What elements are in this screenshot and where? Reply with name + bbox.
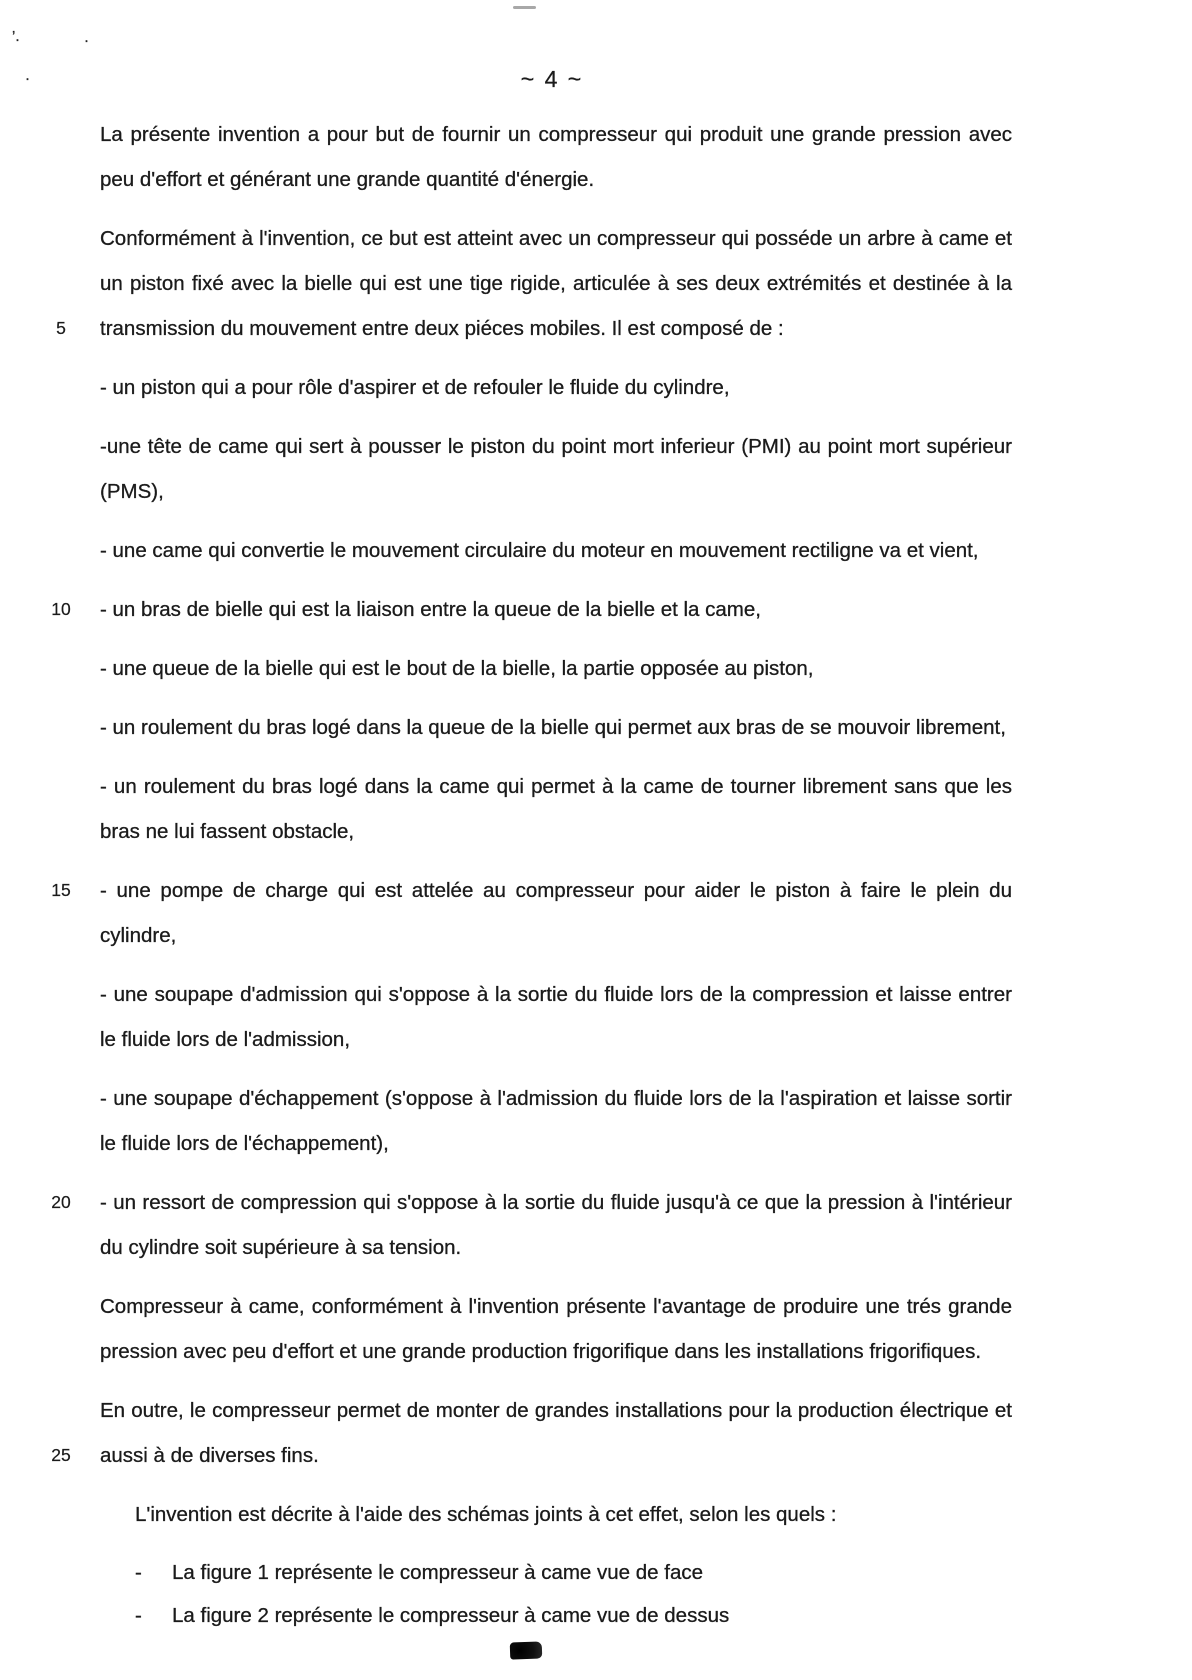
page-number: ~ 4 ~ — [520, 66, 584, 92]
list-dash: - — [135, 1604, 142, 1627]
paragraph — [56, 216, 1012, 351]
paragraph-text: - une soupape d'admission qui s'oppose à la sortie du fluide lors de la compression et laisse entrer le fluide lors de l'admission, — [100, 983, 1012, 1051]
list-item-paragraph — [51, 868, 1012, 958]
paragraph — [100, 112, 1012, 202]
paragraph-text: Compresseur à came, conformément à l'invention présente l'avantage de produire une trés grande pression avec peu d'effort et une grande production frigorifique dans les installations frigorifiques. — [100, 1295, 1012, 1363]
list-item-paragraph — [100, 764, 1012, 854]
list-item-paragraph — [100, 972, 1012, 1062]
scan-artifact-mark: · — [25, 70, 30, 87]
paragraph — [100, 1284, 1012, 1374]
paragraph-text: - un roulement du bras logé dans la queue de la bielle qui permet aux bras de se mouvoir librement, — [100, 716, 1006, 739]
paragraph-text: - un piston qui a pour rôle d'aspirer et de refouler le fluide du cylindre, — [100, 376, 730, 399]
paragraph-text: - une came qui convertie le mouvement circulaire du moteur en mouvement rectiligne va et vient, — [100, 539, 979, 562]
list-item-paragraph — [100, 424, 1012, 514]
scan-artifact-mark: · — [84, 32, 89, 49]
list-item-paragraph — [100, 705, 1012, 750]
scan-artifact-mark: ’. — [12, 28, 20, 45]
paragraph-text: - un roulement du bras logé dans la came qui permet à la came de tourner librement sans que les bras ne lui fassent obstacle, — [100, 775, 1012, 843]
margin-line-number: 10 — [51, 599, 71, 619]
figure-list-item — [135, 1594, 1012, 1637]
list-dash: - — [135, 1561, 142, 1584]
scan-artifact-top-line — [513, 6, 536, 9]
document-text-block — [51, 112, 1012, 1637]
figure-text: La figure 1 représente le compresseur à came vue de face — [172, 1561, 704, 1584]
paragraph-text: -une tête de came qui sert à pousser le piston du point mort inferieur (PMI) au point mort supérieur (PMS), — [100, 435, 1012, 503]
paragraph-text: - un bras de bielle qui est la liaison entre la queue de la bielle et la came, — [100, 598, 761, 621]
paragraph-text: En outre, le compresseur permet de monter de grandes installations pour la production électrique et aussi à de diverses fins. — [100, 1399, 1012, 1467]
paragraph-text: L'invention est décrite à l'aide des schémas joints à cet effet, selon les quels : — [135, 1503, 837, 1526]
paragraph-text: - une queue de la bielle qui est le bout de la bielle, la partie opposée au piston, — [100, 657, 814, 680]
paragraph-text: - une pompe de charge qui est attelée au compresseur pour aider le piston à faire le plein du cylindre, — [100, 879, 1012, 947]
list-item-paragraph — [100, 1076, 1012, 1166]
margin-line-number: 15 — [51, 880, 71, 900]
paragraph-text: - un ressort de compression qui s'oppose à la sortie du fluide jusqu'à ce que la pression à l'intérieur du cylindre soit supérieure à sa tension. — [100, 1191, 1012, 1259]
list-item-paragraph — [100, 646, 1012, 691]
margin-line-number: 25 — [51, 1445, 71, 1465]
list-item-paragraph — [51, 587, 1012, 632]
paragraph — [100, 1492, 1012, 1537]
figure-text: La figure 2 représente le compresseur à came vue de dessus — [172, 1604, 730, 1627]
paragraph — [51, 1388, 1012, 1478]
paragraph-text: Conformément à l'invention, ce but est atteint avec un compresseur qui posséde un arbre à came et un piston fixé avec la bielle qui est une tige rigide, articulée à ses deux extrémités et destinée à la transmission du mouvement entre deux piéces mobiles. Il est composé de : — [100, 227, 1012, 340]
paragraph-text: La présente invention a pour but de fournir un compresseur qui produit une grande pression avec peu d'effort et générant une grande quantité d'énergie. — [100, 123, 1012, 191]
scan-artifact-bottom-blob — [510, 1641, 543, 1659]
list-item-paragraph — [51, 1180, 1012, 1270]
list-item-paragraph — [100, 528, 1012, 573]
margin-line-number: 5 — [56, 318, 66, 338]
margin-line-number: 20 — [51, 1192, 71, 1212]
figure-list-item — [135, 1551, 1012, 1594]
paragraph-text: - une soupape d'échappement (s'oppose à l'admission du fluide lors de la l'aspiration et laisse sortir le fluide lors de l'échappement), — [100, 1087, 1012, 1155]
list-item-paragraph — [100, 365, 1012, 410]
